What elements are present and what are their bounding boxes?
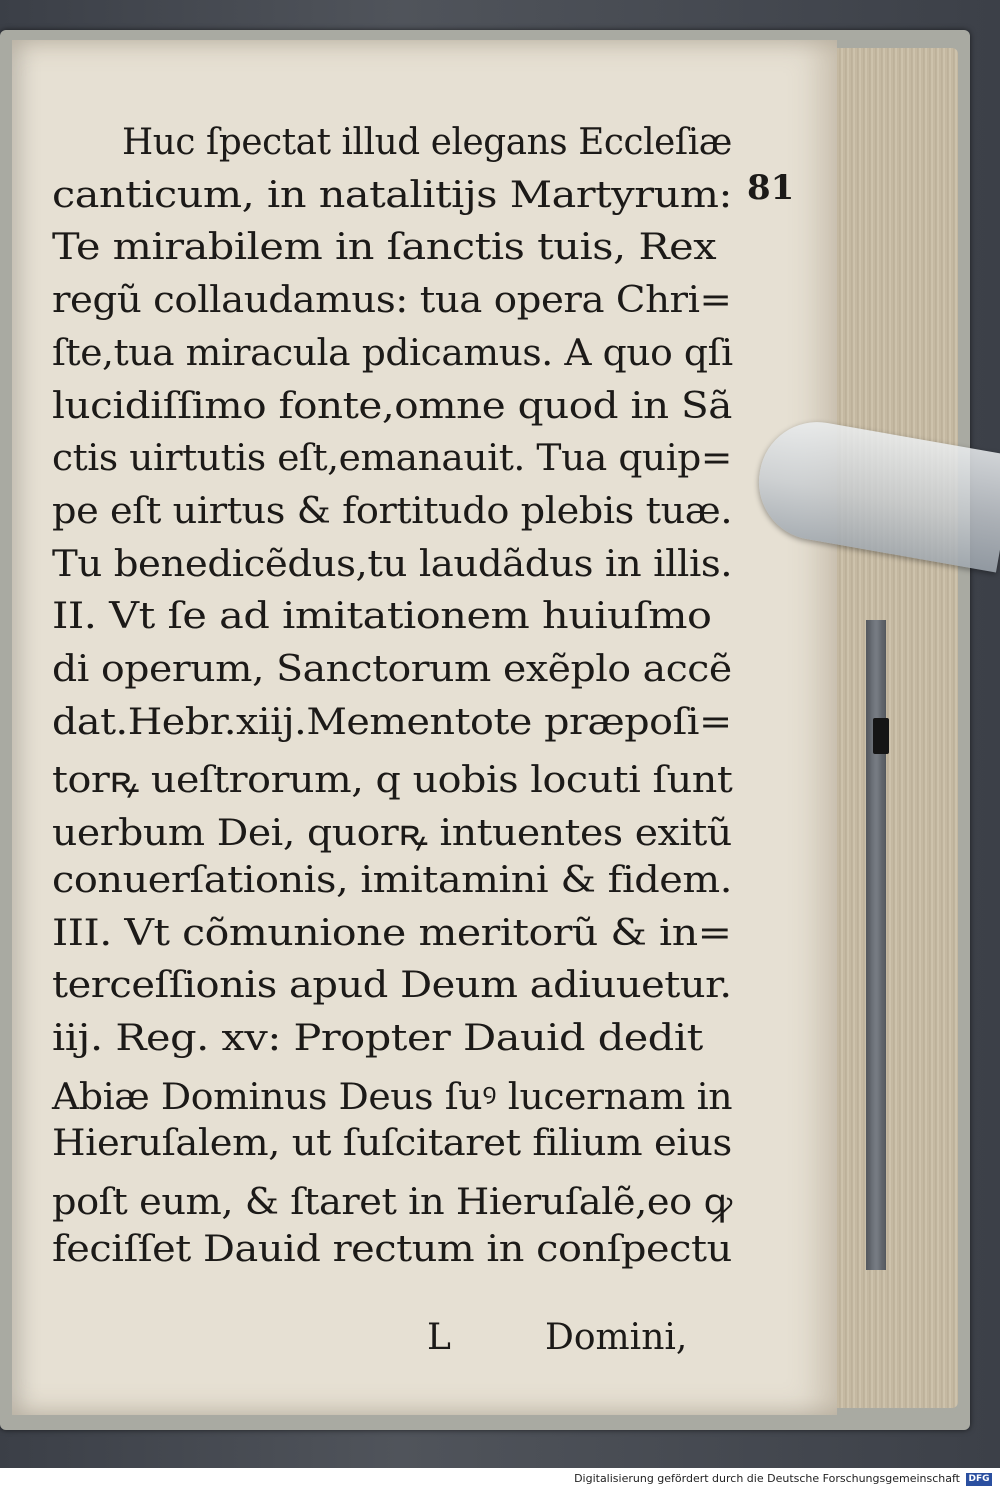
funding-credit: Digitalisierung gefördert durch die Deutsche Forschungsgemeinschaft bbox=[574, 1472, 960, 1485]
text-line: conuerſationis, imitamini & fidem. bbox=[52, 859, 732, 901]
text-line: torꝶ ueſtrorum, q uobis locuti ſunt bbox=[52, 760, 733, 802]
text-line: lucidiſſimo fonte,omne quod in Sã bbox=[52, 385, 732, 427]
text-line: II. Vt ſe ad imitationem huiuſmo bbox=[52, 596, 712, 638]
text-line: ſte,tua miracula pdicamus. A quo qſi bbox=[52, 332, 733, 374]
text-line: regũ collaudamus: tua opera Chri= bbox=[52, 280, 732, 322]
text-line: Hieruſalem, ut ſuſcitaret filium eius bbox=[52, 1123, 732, 1165]
text-line: Tu benedicẽdus,tu laudãdus in illis. bbox=[52, 543, 733, 585]
text-line: feciſſet Dauid rectum in conſpectu bbox=[52, 1228, 732, 1270]
page-number: 81 bbox=[747, 168, 795, 208]
text-line: Huc ſpectat illud elegans Eccleſiæ bbox=[122, 122, 733, 163]
text-line: iij. Reg. xv: Propter Dauid dedit bbox=[52, 1017, 703, 1059]
page-edges bbox=[820, 48, 958, 1408]
text-line: Te mirabilem in ſanctis tuis, Rex bbox=[52, 227, 717, 269]
text-line: di operum, Sanctorum exẽplo accẽ bbox=[52, 649, 732, 690]
signature-mark: L bbox=[427, 1317, 451, 1358]
footer-bar bbox=[0, 1468, 1000, 1492]
text-line: III. Vt cõmunione meritorũ & in= bbox=[52, 912, 732, 954]
text-line: uerbum Dei, quorꝶ intuentes exitũ bbox=[52, 813, 732, 855]
text-line: dat.Hebr.xiij.Mementote præpoſi= bbox=[52, 701, 732, 743]
dfg-logo-icon: DFG bbox=[966, 1473, 992, 1486]
book-page bbox=[12, 40, 837, 1415]
catchword: Domini, bbox=[545, 1317, 688, 1358]
text-line: pe eſt uirtus & fortitudo plebis tuæ. bbox=[52, 490, 733, 532]
text-line: canticum, in natalitijs Martyrum: bbox=[52, 174, 732, 216]
text-line: ctis uirtutis eſt,emanauit. Tua quip= bbox=[52, 438, 732, 480]
text-line: Abiæ Dominus Deus ſuꝰ lucernam in bbox=[52, 1076, 733, 1118]
clip-mark bbox=[873, 718, 889, 754]
text-line: terceſſionis apud Deum adiuuetur. bbox=[52, 965, 732, 1007]
text-line: poſt eum, & ſtaret in Hieruſalẽ,eo ꝙ bbox=[52, 1182, 732, 1223]
